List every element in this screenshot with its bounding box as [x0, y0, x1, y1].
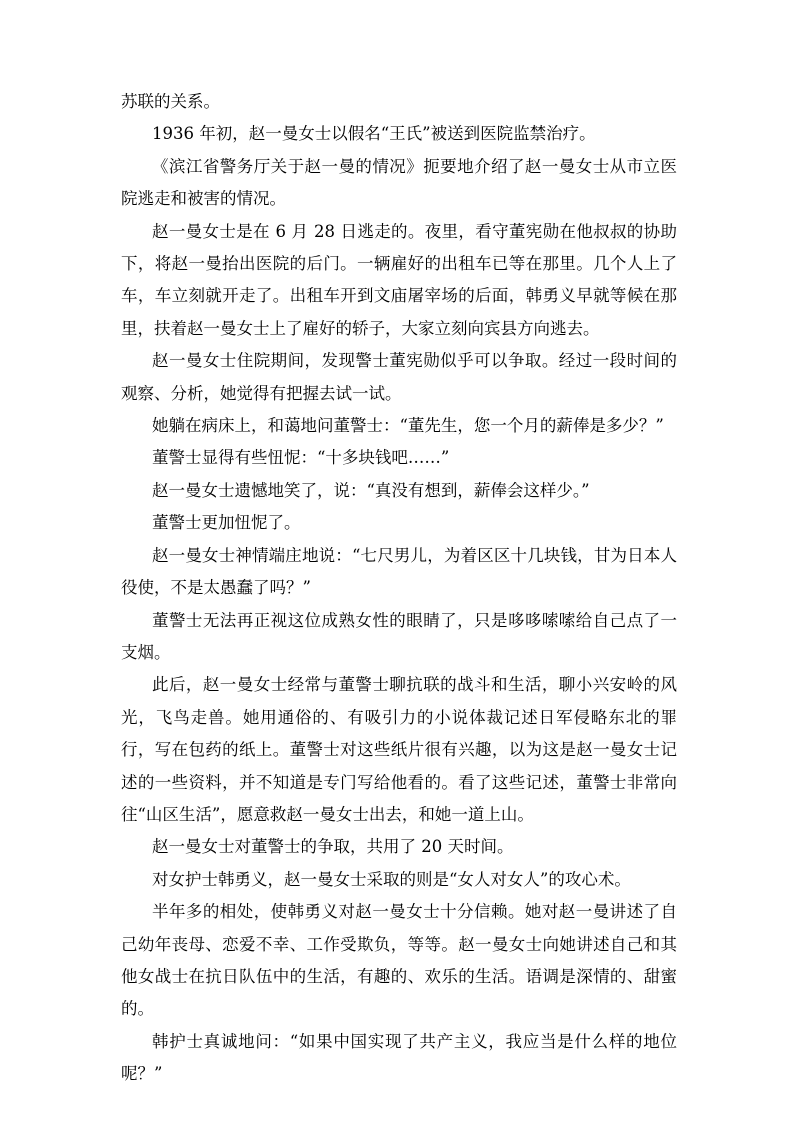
paragraph-4: 赵一曼女士是在 6 月 28 日逃走的。夜里，看守董宪勋在他叔叔的协助下，将赵一曼抬出医院的后门。一辆雇好的出租车已等在那里。几个人上了车，车立刻就开走了。出租车开到文庙屠宰场的后面，韩勇义早就等候在那里，扶着赵一曼女士上了雇好的轿子，大家立刻向宾县方向逃去。 — [121, 221, 677, 338]
paragraph-11: 董警士无法再正视这位成熟女性的眼睛了，只是哆哆嗦嗦给自己点了一支烟。 — [121, 610, 677, 662]
paragraph-9: 董警士更加忸怩了。 — [152, 513, 301, 533]
paragraph-1: 苏联的关系。 — [121, 92, 220, 111]
document-body — [121, 86, 677, 1091]
paragraph-14: 对女护士韩勇义，赵一曼女士采取的则是“女人对女人”的攻心术。 — [152, 869, 631, 889]
paragraph-8: 赵一曼女士遗憾地笑了，说：“真没有想到，薪俸会这样少。” — [152, 480, 590, 500]
paragraph-7: 董警士显得有些忸怩：“十多块钱吧……” — [152, 448, 450, 468]
paragraph-6: 她躺在病床上，和蔼地问董警士：“董先生，您一个月的薪俸是多少？” — [152, 416, 664, 436]
paragraph-16: 韩护士真诚地问：“如果中国实现了共产主义，我应当是什么样的地位呢？” — [121, 1031, 677, 1084]
paragraph-2: 1936 年初，赵一曼女士以假名“王氏”被送到医院监禁治疗。 — [152, 124, 596, 144]
paragraph-10: 赵一曼女士神情端庄地说：“七尺男儿，为着区区十几块钱，甘为日本人役使，不是太愚蠢了吗？” — [121, 545, 677, 598]
paragraph-13: 赵一曼女士对董警士的争取，共用了 20 天时间。 — [152, 837, 514, 857]
paragraph-15: 半年多的相处，使韩勇义对赵一曼女士十分信赖。她对赵一曼讲述了自己幼年丧母、恋爱不幸、工作受欺负，等等。赵一曼女士向她讲述自己和其他女战士在抗日队伍中的生活，有趣的、欢乐的生活。语调是深情的、甜蜜的。 — [121, 902, 677, 1019]
paragraph-3: 《滨江省警务厅关于赵一曼的情况》扼要地介绍了赵一曼女士从市立医院逃走和被害的情况。 — [121, 156, 677, 209]
paragraph-5: 赵一曼女士住院期间，发现警士董宪勋似乎可以争取。经过一段时间的观察、分析，她觉得有把握去试一试。 — [121, 351, 677, 403]
paragraph-12: 此后，赵一曼女士经常与董警士聊抗联的战斗和生活，聊小兴安岭的风光，飞鸟走兽。她用通俗的、有吸引力的小说体裁记述日军侵略东北的罪行，写在包药的纸上。董警士对这些纸片很有兴趣，以为这是赵一曼女士记述的一些资料，并不知道是专门写给他看的。看了这些记述，董警士非常向往“山区生活”，愿意救赵一曼女士出去，和她一道上山。 — [121, 675, 677, 824]
